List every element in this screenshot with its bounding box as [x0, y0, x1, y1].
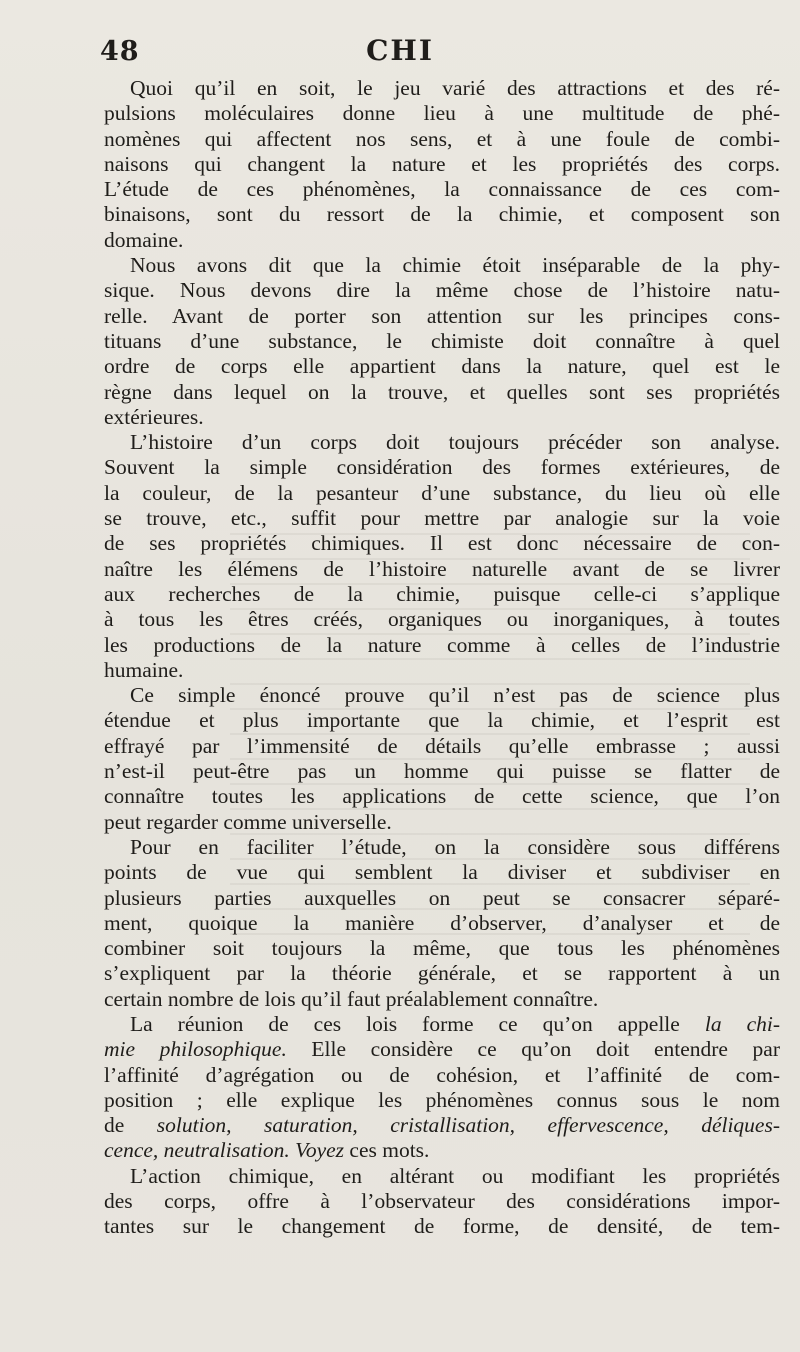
italic-text: la chi-: [679, 1011, 780, 1036]
line-text: à tous les êtres créés, organiques ou inorganiques, à toutes: [104, 607, 780, 632]
line-text: la couleur, de la pesanteur d’une substance, du lieu où elle: [104, 480, 780, 505]
text-line: [104, 1138, 780, 1163]
text-line: [104, 202, 780, 227]
text-line: [104, 961, 780, 986]
line-text: Ce simple énoncé prouve qu’il n’est pas de science plus: [130, 683, 780, 708]
text-line: [104, 101, 780, 126]
text-line: [104, 860, 780, 885]
text-line: [104, 784, 780, 809]
running-head: CHI: [366, 34, 434, 67]
text-line: [104, 76, 780, 101]
text-line: [104, 683, 780, 708]
italic-text: solution, saturation, cristallisation, effervescence, déliques-: [156, 1113, 781, 1138]
text-line: [104, 304, 780, 329]
line-text: naisons qui changent la nature et les propriétés des corps.: [104, 151, 780, 176]
text-line: [104, 1189, 780, 1214]
text-line: [104, 607, 780, 632]
line-text: Pour en faciliter l’étude, on la considère sous différens: [130, 834, 780, 859]
text-line: [104, 835, 780, 860]
text-line: [104, 354, 780, 379]
line-text: combiner soit toujours la même, que tous les phénomènes: [104, 936, 780, 961]
line-text: naître les élémens de l’histoire naturelle avant de se livrer: [104, 556, 780, 581]
text-line: [104, 1164, 780, 1189]
italic-text: mie philosophique.: [104, 1037, 287, 1062]
text-line: [104, 405, 780, 430]
line-text: de: [104, 1113, 157, 1138]
text-line: [104, 253, 780, 278]
text-line: [104, 1063, 780, 1088]
line-text: Souvent la simple considération des formes extérieures, de: [104, 455, 780, 480]
text-line: [104, 152, 780, 177]
text-line: [104, 1113, 780, 1138]
body-text: [104, 76, 780, 1240]
line-text: humaine.: [104, 657, 184, 682]
text-line: [104, 127, 780, 152]
line-text: Elle considère ce qu’on doit entendre par: [286, 1037, 781, 1062]
text-line: [104, 936, 780, 961]
text-line: [104, 455, 780, 480]
page-header: [0, 28, 800, 68]
line-text: nomènes qui affectent nos sens, et à une foule de combi-: [104, 126, 780, 151]
line-text: extérieures.: [104, 404, 204, 429]
line-text: binaisons, sont du ressort de la chimie, et composent son: [104, 202, 780, 227]
italic-text: cence, neutralisation. Voyez: [104, 1138, 345, 1163]
line-text: ces mots.: [344, 1138, 430, 1163]
line-text: ment, quoique la manière d’observer, d’analyser et de: [104, 910, 780, 935]
text-line: [104, 734, 780, 759]
text-line: [104, 329, 780, 354]
text-line: [104, 582, 780, 607]
text-line: [104, 481, 780, 506]
line-text: des corps, offre à l’observateur des considérations impor-: [104, 1189, 780, 1214]
line-text: les productions de la nature comme à celles de l’industrie: [104, 632, 780, 657]
text-line: [104, 531, 780, 556]
line-text: ordre de corps elle appartient dans la nature, quel est le: [104, 354, 780, 379]
text-line: [104, 759, 780, 784]
line-text: étendue et plus importante que la chimie, et l’esprit est: [104, 708, 780, 733]
text-line: [104, 1012, 780, 1037]
line-text: n’est-il peut-être pas un homme qui puisse se flatter de: [104, 759, 780, 784]
text-line: [104, 506, 780, 531]
line-text: L’action chimique, en altérant ou modifiant les propriétés: [130, 1163, 780, 1188]
text-line: [104, 430, 780, 455]
line-text: points de vue qui semblent la diviser et subdiviser en: [104, 860, 780, 885]
line-text: relle. Avant de porter son attention sur les principes cons-: [104, 303, 780, 328]
line-text: tituans d’une substance, le chimiste doit connaître à quel: [104, 328, 780, 353]
line-text: Nous avons dit que la chimie étoit inséparable de la phy-: [130, 253, 780, 278]
line-text: L’étude de ces phénomènes, la connaissance de ces com-: [104, 177, 780, 202]
line-text: position ; elle explique les phénomènes connus sous le nom: [104, 1087, 780, 1112]
text-line: [104, 177, 780, 202]
line-text: effrayé par l’immensité de détails qu’elle embrasse ; aussi: [104, 733, 780, 758]
line-text: aux recherches de la chimie, puisque celle-ci s’applique: [104, 581, 780, 606]
text-line: [104, 886, 780, 911]
line-text: Quoi qu’il en soit, le jeu varié des attractions et des ré-: [130, 76, 780, 100]
line-text: connaître toutes les applications de cette science, que l’on: [104, 784, 780, 809]
text-line: [104, 1088, 780, 1113]
line-text: L’histoire d’un corps doit toujours précéder son analyse.: [130, 430, 780, 455]
line-text: se trouve, etc., suffit pour mettre par analogie sur la voie: [104, 506, 780, 531]
text-line: [104, 557, 780, 582]
line-text: plusieurs parties auxquelles on peut se consacrer séparé-: [104, 885, 780, 910]
text-line: [104, 228, 780, 253]
text-line: [104, 911, 780, 936]
line-text: sique. Nous devons dire la même chose de l’histoire natu-: [104, 278, 780, 303]
text-line: [104, 810, 780, 835]
text-line: [104, 658, 780, 683]
line-text: s’expliquent par la théorie générale, et se rapportent à un: [104, 961, 780, 986]
line-text: pulsions moléculaires donne lieu à une multitude de phé-: [104, 101, 780, 126]
text-line: [104, 1214, 780, 1239]
text-line: [104, 708, 780, 733]
text-line: [104, 380, 780, 405]
text-line: [104, 633, 780, 658]
line-text: tantes sur le changement de forme, de densité, de tem-: [104, 1214, 780, 1239]
line-text: certain nombre de lois qu’il faut préalablement connaître.: [104, 986, 599, 1011]
line-text: La réunion de ces lois forme ce qu’on appelle: [130, 1011, 680, 1036]
line-text: domaine.: [104, 227, 184, 252]
text-line: [104, 278, 780, 303]
line-text: l’affinité d’agrégation ou de cohésion, et l’affinité de com-: [104, 1062, 780, 1087]
line-text: peut regarder comme universelle.: [104, 809, 392, 834]
line-text: de ses propriétés chimiques. Il est donc nécessaire de con-: [104, 531, 780, 556]
page-number: 48: [100, 36, 140, 67]
text-line: [104, 1037, 780, 1062]
line-text: règne dans lequel on la trouve, et quelles sont ses propriétés: [104, 379, 780, 404]
text-line: [104, 987, 780, 1012]
